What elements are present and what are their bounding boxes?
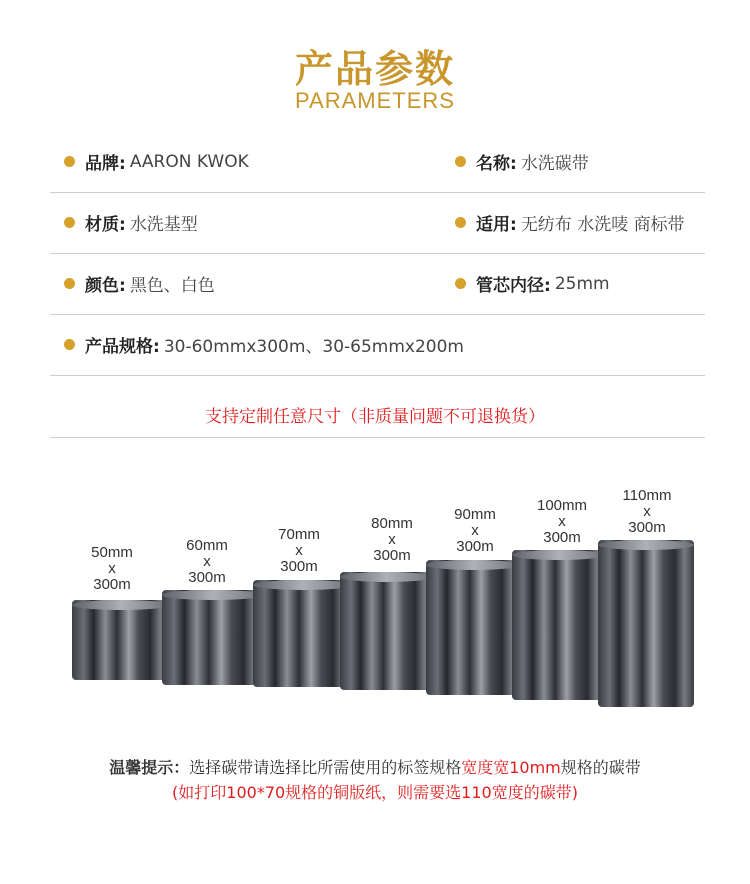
param-label: 颜色:	[85, 276, 126, 296]
roll-times: x	[558, 513, 566, 530]
bullet-icon	[64, 217, 75, 228]
ribbon-roll-100mm	[512, 550, 606, 700]
roll-size-label-90	[440, 507, 510, 555]
param-value: 水洗碳带	[520, 154, 589, 174]
ribbon-roll-50mm	[72, 600, 170, 680]
roll-width: 60mm	[186, 537, 228, 554]
roll-times: x	[295, 542, 303, 559]
param-label: 名称:	[476, 154, 517, 174]
tip-line-1	[0, 755, 750, 778]
param-label: 产品规格:	[85, 337, 160, 357]
roll-size-label-110	[612, 488, 682, 536]
roll-length: 300m	[280, 558, 318, 575]
ribbon-roll-70mm	[253, 580, 353, 687]
param-row-4	[50, 314, 705, 376]
ribbon-roll-110mm	[598, 540, 694, 707]
param-brand	[64, 131, 249, 192]
param-value: AARON KWOK	[129, 151, 249, 172]
param-spec	[64, 314, 464, 375]
ribbon-roll-60mm	[162, 590, 264, 685]
roll-times: x	[108, 560, 116, 577]
tip-label: 温馨提示：	[109, 758, 190, 777]
param-row-3	[50, 253, 705, 315]
bullet-icon	[455, 217, 466, 228]
param-value: 30-60mmx300m、30-65mmx200m	[163, 337, 464, 357]
page-title: 产品参数	[294, 47, 455, 91]
roll-times: x	[471, 522, 479, 539]
roll-size-label-60	[172, 538, 242, 586]
roll-times: x	[203, 553, 211, 570]
param-label: 品牌:	[85, 154, 126, 174]
roll-length: 300m	[373, 547, 411, 564]
param-name	[455, 131, 589, 192]
roll-size-label-80	[357, 516, 427, 564]
custom-size-notice: 支持定制任意尺寸（非质量问题不可退换货）	[205, 407, 545, 427]
roll-times: x	[388, 531, 396, 548]
roll-length: 300m	[543, 529, 581, 546]
param-color	[64, 253, 215, 314]
roll-length: 300m	[93, 576, 131, 593]
roll-size-label-50	[77, 545, 147, 593]
roll-size-label-70	[264, 527, 334, 575]
param-application	[455, 192, 685, 253]
param-label: 管芯内径:	[476, 276, 551, 296]
divider	[50, 437, 705, 438]
roll-length: 300m	[456, 538, 494, 555]
roll-width: 70mm	[278, 526, 320, 543]
param-row-1	[50, 131, 705, 193]
param-core-diameter	[455, 253, 610, 314]
param-label: 材质:	[85, 215, 126, 235]
roll-width: 100mm	[536, 497, 588, 514]
tip-text: 选择碳带请选择比所需使用的标签规格	[189, 758, 462, 777]
param-row-2	[50, 192, 705, 254]
roll-length: 300m	[628, 519, 666, 536]
ribbon-roll-90mm	[426, 560, 521, 695]
param-material	[64, 192, 198, 253]
tip-text-end: 规格的碳带	[560, 758, 641, 777]
param-value: 无纺布 水洗唛 商标带	[520, 215, 685, 235]
param-value: 水洗基型	[129, 215, 198, 235]
bullet-icon	[64, 339, 75, 350]
bullet-icon	[64, 156, 75, 167]
ribbon-roll-80mm	[340, 572, 434, 690]
param-value: 黑色、白色	[129, 276, 215, 296]
tip-line-2: (如打印100*70规格的铜版纸，则需要选110宽度的碳带)	[172, 783, 578, 802]
bullet-icon	[64, 278, 75, 289]
roll-width: 50mm	[91, 544, 133, 561]
roll-length: 300m	[188, 569, 226, 586]
roll-times: x	[643, 503, 651, 520]
bullet-icon	[455, 278, 466, 289]
page-subtitle: PARAMETERS	[295, 88, 455, 113]
bullet-icon	[455, 156, 466, 167]
roll-size-label-100	[527, 498, 597, 546]
tip-highlight: 宽度宽10mm	[461, 758, 561, 777]
roll-width: 110mm	[622, 487, 672, 504]
param-value: 25mm	[554, 273, 610, 294]
param-label: 适用:	[476, 215, 517, 235]
roll-width: 90mm	[454, 506, 496, 523]
roll-width: 80mm	[371, 515, 413, 532]
